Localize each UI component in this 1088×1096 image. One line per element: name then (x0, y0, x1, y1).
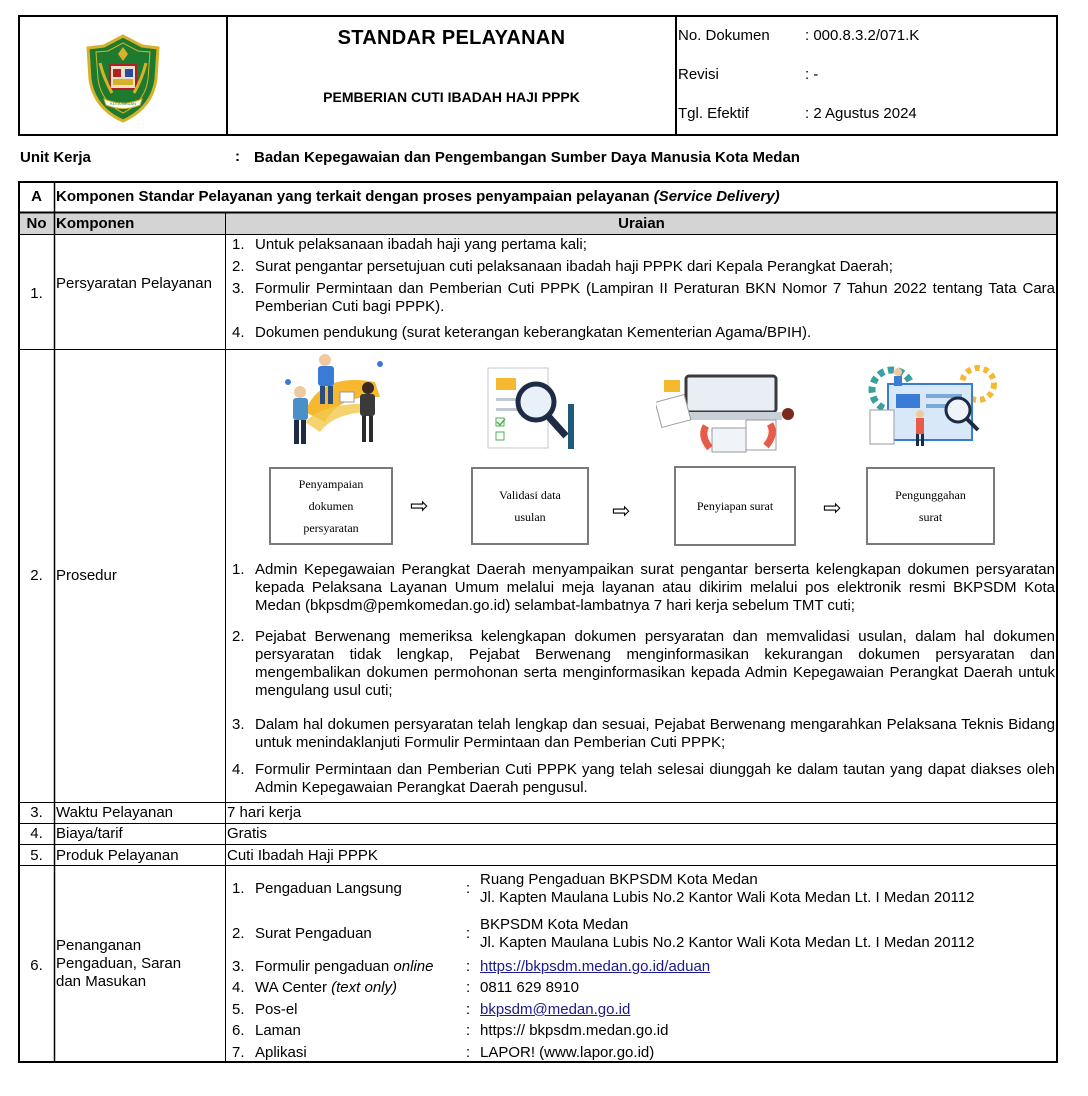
row-number: 2. (30, 567, 43, 584)
complaint-value-line1: BKPSDM Kota Medan (480, 916, 629, 933)
col-header-no: No (26, 215, 47, 232)
upload-illustration (862, 360, 1002, 452)
meta-label: Revisi (678, 66, 719, 83)
komponen-prosedur: Prosedur (56, 567, 117, 584)
aduan-link[interactable]: https://bkpsdm.medan.go.id/aduan (480, 958, 711, 975)
meta-value: : 000.8.3.2/071.K (805, 27, 920, 44)
section-letter: A (31, 188, 42, 205)
complaint-number: 3. (232, 958, 245, 975)
application-name: LAPOR! (www.lapor.go.id) (480, 1044, 655, 1061)
meta-value: : 2 Agustus 2024 (805, 105, 917, 122)
flow-step-penyiapan: Penyiapan surat (674, 466, 796, 546)
complaint-label: Surat Pengaduan (255, 925, 372, 942)
complaint-label: WA Center (text only) (255, 979, 397, 996)
complaint-number: 2. (232, 925, 245, 942)
complaint-label: Formulir pengaduan online (255, 958, 434, 975)
complaint-number: 7. (232, 1044, 245, 1061)
submission-illustration (280, 352, 390, 452)
flow-step-pengunggahan: Pengunggahan surat (866, 467, 995, 545)
row-number: 6. (30, 957, 43, 974)
row-number: 1. (30, 285, 43, 302)
complaint-value-line2: Jl. Kapten Maulana Lubis No.2 Kantor Wali Kota Medan Lt. I Medan 20112 (480, 889, 975, 906)
col-header-komponen: Komponen (56, 215, 135, 232)
complaint-number: 4. (232, 979, 245, 996)
logo-text: KOTA MEDAN (110, 101, 136, 106)
complaint-label: Laman (255, 1022, 301, 1039)
complaint-colon: : (466, 958, 471, 975)
unit-kerja-label: Unit Kerja (20, 149, 91, 166)
section-title (56, 188, 1056, 206)
komponen-waktu: Waktu Pelayanan (56, 804, 174, 821)
complaint-colon: : (466, 925, 471, 942)
flow-arrow-icon: ⇨ (612, 498, 631, 523)
unit-kerja-colon: : (235, 148, 240, 165)
komponen-pengaduan-line3: dan Masukan (56, 973, 147, 990)
komponen-persyaratan: Persyaratan Pelayanan (56, 275, 212, 292)
complaint-colon: : (466, 1044, 471, 1061)
complaint-colon: : (466, 1001, 471, 1018)
uraian-biaya: Gratis (227, 825, 268, 842)
complaint-number: 6. (232, 1022, 245, 1039)
section-title-italic: (Service Delivery) (653, 188, 780, 205)
flow-step-penyampaian: Penyampaian dokumen persyaratan (269, 467, 393, 545)
document-subtitle: PEMBERIAN CUTI IBADAH HAJI PPPK (323, 89, 580, 105)
row-number: 3. (30, 804, 43, 821)
komponen-pengaduan-line2: Pengaduan, Saran (56, 955, 182, 972)
complaint-number: 5. (232, 1001, 245, 1018)
uraian-produk: Cuti Ibadah Haji PPPK (227, 847, 378, 864)
document-title: STANDAR PELAYANAN (337, 27, 566, 49)
komponen-biaya: Biaya/tarif (56, 825, 123, 842)
complaint-value-line1: Ruang Pengaduan BKPSDM Kota Medan (480, 871, 758, 888)
meta-label: No. Dokumen (678, 27, 770, 44)
row-number: 4. (30, 825, 43, 842)
validation-illustration (486, 364, 578, 452)
complaint-colon: : (466, 979, 471, 996)
meta-label: Tgl. Efektif (678, 105, 749, 122)
list-item: 1. Admin Kepegawaian Perangkat Daerah menyampaikan surat pengantar berserta kelengkapan dokumen persyaratan kepada Pelaksana Layanan Umum melalui meja layanan atau dikirim melalui pos elektronik resmi BKPSDM Kota Medan (bkpsdm@pemkomedan.go.id) selambat-lambatnya 7 hari kerja sebelum TMT cuti; (232, 561, 1055, 614)
flow-arrow-icon: ⇨ (823, 495, 842, 520)
komponen-produk: Produk Pelayanan (56, 847, 179, 864)
row-number: 5. (30, 847, 43, 864)
complaint-value-line2: Jl. Kapten Maulana Lubis No.2 Kantor Wali Kota Medan Lt. I Medan 20112 (480, 934, 975, 951)
complaint-label: Aplikasi (255, 1044, 307, 1061)
website-url: https:// bkpsdm.medan.go.id (480, 1022, 669, 1039)
email-link[interactable]: bkpsdm@medan.go.id (480, 1001, 631, 1018)
unit-kerja-value: Badan Kepegawaian dan Pengembangan Sumber Daya Manusia Kota Medan (254, 149, 800, 166)
complaint-colon: : (466, 880, 471, 897)
complaint-number: 1. (232, 880, 245, 897)
flow-arrow-icon: ⇨ (410, 493, 429, 518)
complaint-colon: : (466, 1022, 471, 1039)
complaint-label: Pos-el (255, 1001, 298, 1018)
section-title-text: Komponen Standar Pelayanan yang terkait dengan proses penyampaian pelayanan (56, 188, 650, 205)
komponen-pengaduan-line1: Penanganan (56, 937, 142, 954)
letter-preparation-illustration (656, 370, 808, 454)
col-header-uraian: Uraian (618, 215, 665, 232)
meta-value: : - (805, 66, 819, 83)
complaint-label: Pengaduan Langsung (255, 880, 402, 897)
uraian-waktu: 7 hari kerja (227, 804, 302, 821)
flow-step-validasi: Validasi data usulan (471, 467, 589, 545)
wa-center-number: 0811 629 8910 (480, 979, 579, 996)
